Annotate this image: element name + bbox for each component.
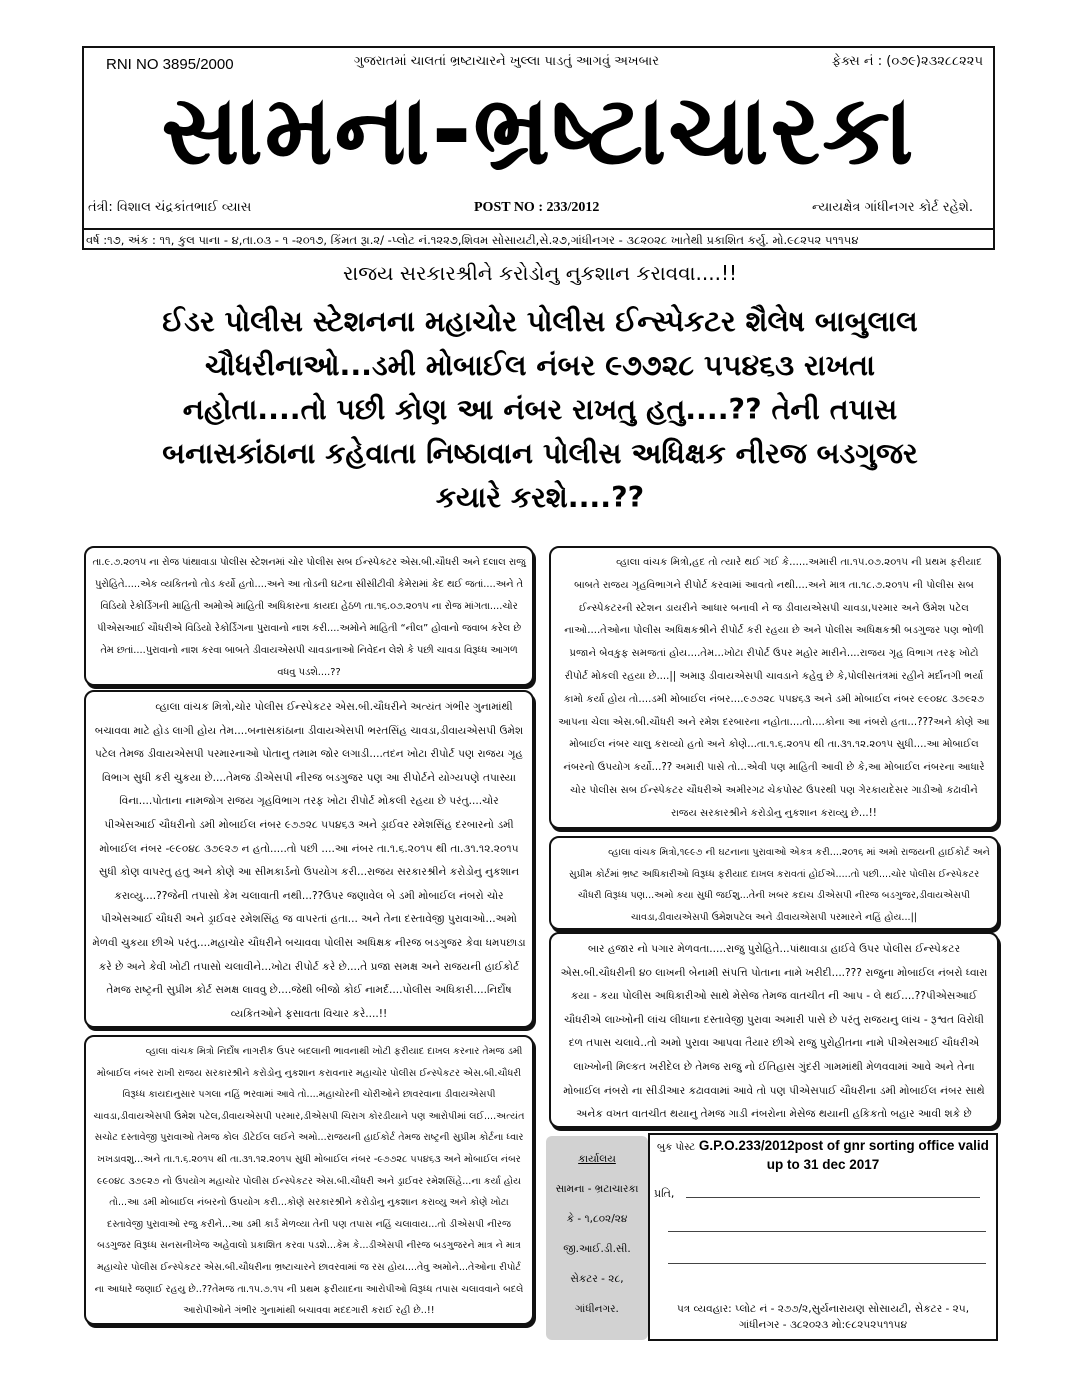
book-post-address-box [648,1133,998,1341]
article-box-3 [84,1035,534,1325]
office-line: સેકટર - ૨૮, [570,1273,624,1285]
correspondence-line: પત્ર વ્યવહાર: પ્લોટ નં - ૨૭૭/૨,સુર્યનારાયણ સોસાયટી, સેકટર - ૨૫, [676,1303,970,1315]
article-box-1 [84,546,534,686]
recipient-label: પ્રતિ, [654,1187,675,1200]
article-box-6 [549,932,999,1128]
office-title: કાર્યાલય [578,1153,616,1165]
headline-kicker: રાજય સરકારશ્રીને કરોડોનુ નુકશાન કરાવવા....!! [342,261,737,285]
issue-info-line: વર્ષ :૧૭, અંક : ૧૧, કુલ પાના - ૪,તા.૦૩ - ૧ -૨૦૧૭, કિંમત રૂા.૨/ -પ્લોટ નં.૧૨૨૭,શિવમ સોસાયટી,સે.૨૭,ગાંધીનગર - ૩૮૨૦૨૮ ખાતેથી પ્રકાશિત કર્યુ. મો.૯૮૨૫૨ ૫૧૧૫૪ [84,228,993,252]
editor-name: તંત્રી: વિશાલ ચંદ્રકાંતભાઈ વ્યાસ [88,200,252,215]
article-text: બાર હજાર નો પગાર મેળવતા.....રાજુ પુરોહિતે...પાંથાવાડા હાઈવે ઉપર પોલીસ ઈન્સ્પેકટર એસ.બી.ચૌધરીની ૪૦ લાખની બેનામી સંપત્તિ પોતાના નામે ખરીદી....??? રાજુના મોબાઈલ નંબરો ધ્વારા કયા - કયા પોલીસ અધિકારીઓ સાથે મેસેજ તેમજ વાતચીત ની આપ - લે થઈ....??પીએસઆઈ ચૌધરીએ લાખ્ખોની લાંચ લીધાના દસ્તાવેજી પુરાવા અમારી પાસે છે પરંતુ રાજયનુ લાંચ - રૂશ્વત વિરોધી દળ તપાસ ચલાવે..તો અમો પુરાવા આપવા તૈયાર છીએ રાજુ પુરોહીતના નામે પીએસઆઈ ચૌધરીએ લાખ્ખોની મિલ્કત ખરીદેલ છે તેમજ રાજુ નો ઈતિહાસ ગુંદરી ગામમાંથી મેળવવામાં આવે અને તેના મોબાઈલ નંબરો ના સીડીઆર કઢાવવામાં આવે તો પણ પીએસપાઈ ચૌધરીના ડમી મોબાઈલ નંબર સાથે અનેક વખત વાતચીત થયાનુ તેમજ ગાડી નંબરોના મેસેજ થયાની હકિકતો બહાર આવી શકે છે [560,943,988,1121]
book-post-label: બુક પોસ્ટ [657,1142,696,1153]
masthead [82,46,995,250]
headline-line: બનાસકાંઠાના કહેવાતા નિષ્ઠાવાન પોલીસ અધિક્ષક નીરજ બડગુજર [162,437,918,470]
newspaper-title: સામના-ભ્રષ્ટાચારકા [161,74,916,186]
article-text: વ્હાલા વાંચક મિત્રો,૧૯૯૭ ની ઘટનાના પુરાવાઓ એકત્ર કરી....૨૦૧૬ માં અમો રાજયની હાઈકોર્ટ અને સુપ્રીમ કોર્ટમાં ભ્રષ્ટ અધિકારીઓ વિરૂધ્ધ ફરીયાદ દાખલ કરાવતાં હોઈએ.....તો પછી....ચોર પોલીસ ઈન્સ્પેકટર ચૌધરી વિરૂધ્ધ પણ...અમો કયા સુધી જઈશુ...તેની ખબર કદાચ ડીએસપી નીરજ બડગુજર,ડીવાયએસપી ચાવડા,ડીવાયએસપી ઉમેશપટેલ અને ડીવાયએસપી પરમારને નહિં હોય...|| [568,847,990,923]
article-text: વ્હાલા વાંચક મિત્રો,ચોર પોલીસ ઈન્સ્પેકટર એસ.બી.ચૌધરીને અત્યંત ગંભીર ગુનામાંથી બચાવવા માટે હોડ લાગી હોય તેમ....બનાસકાંઠાના ડીવાયએસપી ભરતસિંહ ચાવડા,ડીવાયએસપી ઉમેશ પટેલ તેમજ ડીવાયએસપી પરમારનાઓ પોતાનુ તમામ જોર લગાડી....તદન ખોટા રીપોર્ટ પણ રાજય ગૃહ વિભાગ સુધી કરી ચુકયા છે....તેમજ ડીએસપી નીરજ બડગુજર પણ આ રીપોર્ટને યોગ્યપણે તપાસ્યા વિના....પોતાના નામજોગ રાજય ગૃહવિભાગ તરફ ખોટા રીપોર્ટ મોકલી રહયા છે પરંતુ....ચોર પીએસઆઈ ચૌધરીનો ડમી મોબાઈલ નંબર ૯૭૭૨૮ ૫૫૪૬૩ અને ડ્રાઈવર રમેશસિંહ દરબારનો ડમી મોબાઈલ નંબર -૯૯૦૪૮ ૩૭૯૨૭ ન હતો.....તો પછી ....આ નંબર તા.૧.૬.૨૦૧૫ થી તા.૩૧.૧૨.૨૦૧૫ સુધી કોણ વાપરતુ હતુ અને કોણે આ સીમકાર્ડનો ઉપયોગ કરી...રાજય સરકારશ્રીને કરોડોનુ નુકશાન કરાવ્યુ....??જેની તપાસો કેમ ચલાવાતી નથી...??ઉપર જણાવેલ બે ડમી મોબાઈલ નંબરો ચોર પીએસઆઈ ચૌધરી અને ડ્રાઈવર રમેશસિંહ જ વાપરતાં હતા... અને તેના દસ્તાવેજી પુરાવાઓ...અમો મેળવી ચુકયા છીએ પરંતુ....મહાચોર ચૌધરીને બચાવવા પોલીસ અધિક્ષક નીરજ બડગુજર કેવા ધમપછાડા કરે છે અને કેવી ખોટી તપાસો ચલાવીને...ખોટા રીપોર્ટ કરે છે....તે પ્રજા સમક્ષ અને રાજયની હાઈકોર્ટ તેમજ રાષ્ટ્રની સુપ્રીમ કોર્ટ સમક્ષ લાવવુ છે....જેથી બીજો કોઈ નામર્દ....પોલીસ અધિકારી....નિર્દોષ વ્યકિતઓને ફસાવતા વિચાર કરે....!! [92,701,526,1020]
post-number: POST NO : 233/2012 [474,200,600,215]
article-text: વ્હાલા વાંચક મિત્રો નિર્દોષ નાગરીક ઉપર બદલાની ભાવનાથી ખોટી ફરીયાદ દાખલ કરનાર તેમજ ડમી મોબાઈલ નંબર રાખી રાજય સરકારશ્રીને કરોડોનુ નુકશાન કરાવનાર મહાચોર પોલીસ ઈન્સ્પેકટર એસ.બી.ચૌધરી વિરૂધ્ધ કાયદાનુસાર પગલા નહિં ભરવામાં આવે તો....મહાચોરની ચોરીઓને છાવરવાના ડીવાયએસપી ચાવડા,ડીવાયએસપી ઉમેશ પટેલ,ડીવાયએસપી પરમાર,ડીએસપી ચિરાગ કોરડીયાને પણ આરોપીમાં લઈ....અત્યંત સચોટ દસ્તાવેજી પુરાવાઓ તેમજ કોલ ડીટેઈલ લઈને અમો...રાજયની હાઈકોર્ટ તેમજ રાષ્ટ્રની સુપ્રીમ કોર્ટના ધ્વાર ખખડાવશુ...અને તા.૧.૬.૨૦૧૫ થી તા.૩૧.૧૨.૨૦૧૫ સુધી મોબાઈલ નંબર -૯૭૭૨૮ ૫૫૪૬૩ અને મોબાઈલ નંબર ૯૯૦૪૮ ૩૭૯૨૭ નો ઉપયોગ મહાચોર પોલીસ ઈન્સ્પેકટર એસ.બી.ચૌધરી અને ડ્રાઈવર રમેશસિંહે...ના કર્યા હોય તો...આ ડમી મોબાઈલ નંબરનો ઉપયોગ કરી...કોણે સરકારશ્રીને કરોડોનુ નુકશાન કરાવ્યુ અને કોણે ખોટા દસ્તાવેજી પુરાવાઓ રજુ કરીને...આ ડમી કાર્ડ મેળવ્યા તેની પણ તપાસ નહિં ચલાવાય...તો ડીએસપી નીરજ બડગુજર વિરૂધ્ધ સનસનીખેજ અહેવાલો પ્રકાશિત કરવા પડશે...કેમ કે...ડીએસપી નીરજ બડગુજરને માત્ર ને માત્ર મહાચોર પોલીસ ઈન્સ્પેકટર એસ.બી.ચૌધરીના ભ્રષ્ટાચારને છાવરવામાં જ રસ હોય....તેવુ અમોને...તેઓના રીપોર્ટ ના આધારે જણાઈ રહયુ છે..??તેમજ તા.૧૫.૭.૧૫ ની પ્રથમ ફરીયાદના આરોપીઓ વિરૂધ્ધ તપાસ ચલાવવાને બદલે આરોપીઓને ગંભીર ગુનામાંથી બચાવવા મદદગારી કરાઈ રહી છે..!! [93,1046,525,1317]
headline-line: નહોતા....તો પછી કોણ આ નંબર રાખતુ હતુ....?? તેની તપાસ [182,393,898,426]
office-line: કે - ૧,૮૦૨/૨૪ [566,1213,628,1225]
headline-line: ઈડર પોલીસ સ્ટેશનના મહાચોર પોલીસ ઈન્સ્પેકટર શૈલેષ બાબુલાલ [162,305,918,338]
office-address-panel [546,1136,648,1340]
address-line [668,1263,986,1264]
article-box-4 [549,546,999,829]
article-text: તા.૯.૭.૨૦૧૫ ના રોજ પાંથાવાડા પોલીસ સ્ટેશનમાં ચોર પોલીસ સબ ઈન્સ્પેકટર એસ.બી.ચૌધરી અને દલાલ રાજુ પુરોહિતે.....એક વ્યકિતનો તોડ કર્યો હતો....અને આ તોડની ઘટના સીસીટીવી કેમેરામાં કેદ થઈ જતાં....અને તે વિડિયો રેકોર્ડિંગની માહિતી અમોએ માહિતી અધિકારના કાયદા હેઠળ તા.૧૬.૦૭.૨૦૧૫ ના રોજ માંગતા....ચોર પીએસઆઈ ચૌધરીએ વિડિયો રેકોર્ડિંગના પુરાવાનો નાશ કરી....અમોને માહિતી “નીલ” હોવાનો જવાબ કરેલ છે તેમ છતાં....પુરાવાનો નાશ કરવા બાબતે ડીવાયએસપી ચાવડાનાઓ નિવેદન લેશે કે પછી ચાવડા વિરૂધ્ધ આગળ વધવુ પડશે....?? [92,557,526,678]
headline-line: કયારે કરશે....?? [435,481,645,514]
rni-number: RNI NO 3895/2000 [106,56,234,73]
article-box-5 [549,836,999,930]
tagline: ગુજરાતમાં ચાલતાં ભ્રષ્ટાચારને ખુલ્લા પાડતું આગવું અખબાર [354,54,659,69]
correspondence-line: ગાંધીનગર - ૩૮૨૦૨૩ મો:૯૮૨૫૨૫૧૧૫૪ [738,1319,908,1331]
address-line [668,1231,986,1232]
book-post-header [654,1137,992,1173]
book-post-permit: G.P.O.233/2012post of gnr sorting office valid up to 31 dec 2017 [698,1138,989,1172]
office-line: સામના - ભ્રટાચારકા [555,1183,639,1195]
jurisdiction-note: ન્યાયક્ષેત્ર ગાંધીનગર કોર્ટ રહેશે. [811,200,973,215]
article-text: વ્હાલા વાંચક મિત્રો,હદ તો ત્યારે થઈ ગઈ કે......અમારી તા.૧૫.૦૭.૨૦૧૫ ની પ્રથમ ફરીયાદ બાબતે રાજય ગૃહવિભાગને રીપોર્ટ કરવામાં આવતો નથી....અને માત્ર તા.૧૮.૭.૨૦૧૫ ની પોલીસ સબ ઈન્સ્પેકટરની સ્ટેશન ડાયરીને આધાર બનાવી ને જ ડીવાયએસપી ચાવડા,પરમાર અને ઉમેશ પટેલ નાઓ....તેઓના પોલીસ અધિક્ષકશ્રીને રીપોર્ટ કરી રહયા છે અને પોલીસ અધિક્ષકશ્રી બડગુજર પણ ભોળી પ્રજાને બેવકુફ સમજતાં હોય....તેમ...ખોટા રીપોર્ટ ઉપર મહોર મારીને....રાજય ગૃહ વિભાગ તરફ ખોટો રીપોર્ટ મોકલી રહયા છે....|| અમારૂ ડીવાયએસપી ચાવડાને કહેવુ છે કે,પોલીસતંત્રમાં રહીને મર્દાનગી ભર્યા કામો કર્યા હોય તો....ડમી મોબાઈલ નંબર....૯૭૭૨૮ ૫૫૪૬૩ અને ડમી મોબાઈલ નંબર ૯૯૦૪૮ ૩૭૯૨૭ આપના ચેલા એસ.બી.ચૌધરી અને રમેશ દરબારના નહોતા....તો....કોના આ નંબરો હતા...???અને કોણે આ મોબાઈલ નંબર ચાલુ કરાવ્યો હતો અને કોણે...તા.૧.૬.૨૦૧૫ થી તા.૩૧.૧૨.૨૦૧૫ સુધી....આ મોબાઈલ નંબરનો ઉપયોગ કર્યો...?? અમારી પાસે તો...એવી પણ માહિતી આવી છે કે,આ મોબાઈલ નંબરના આધારે ચોર પોલીસ સબ ઈન્સ્પેકટર ચૌધરીએ અમીરગઢ ચેકપોસ્ટ ઉપરથી પણ ગેરકાયદેસર ગાડીઓ કઢાવીને રાજય સરકારશ્રીને કરોડોનુ નુકશાન કરાવ્યુ છે...!! [558,557,990,819]
main-headline [60,300,1020,520]
fax-number: ફેક્સ નં : (૦૭૯)૨૩૨૮૮૨૨૫ [831,54,983,69]
office-line: જી.આઈ.ડી.સી. [563,1243,631,1255]
office-line: ગાંધીનગર. [575,1303,619,1315]
correspondence-address [654,1301,992,1333]
headline-line: ચૌધરીનાઓ...ડમી મોબાઈલ નંબર ૯૭૭૨૮ ૫૫૪૬૩ રાખતા [204,349,876,382]
article-box-2 [84,690,534,1028]
address-line [686,1197,980,1198]
